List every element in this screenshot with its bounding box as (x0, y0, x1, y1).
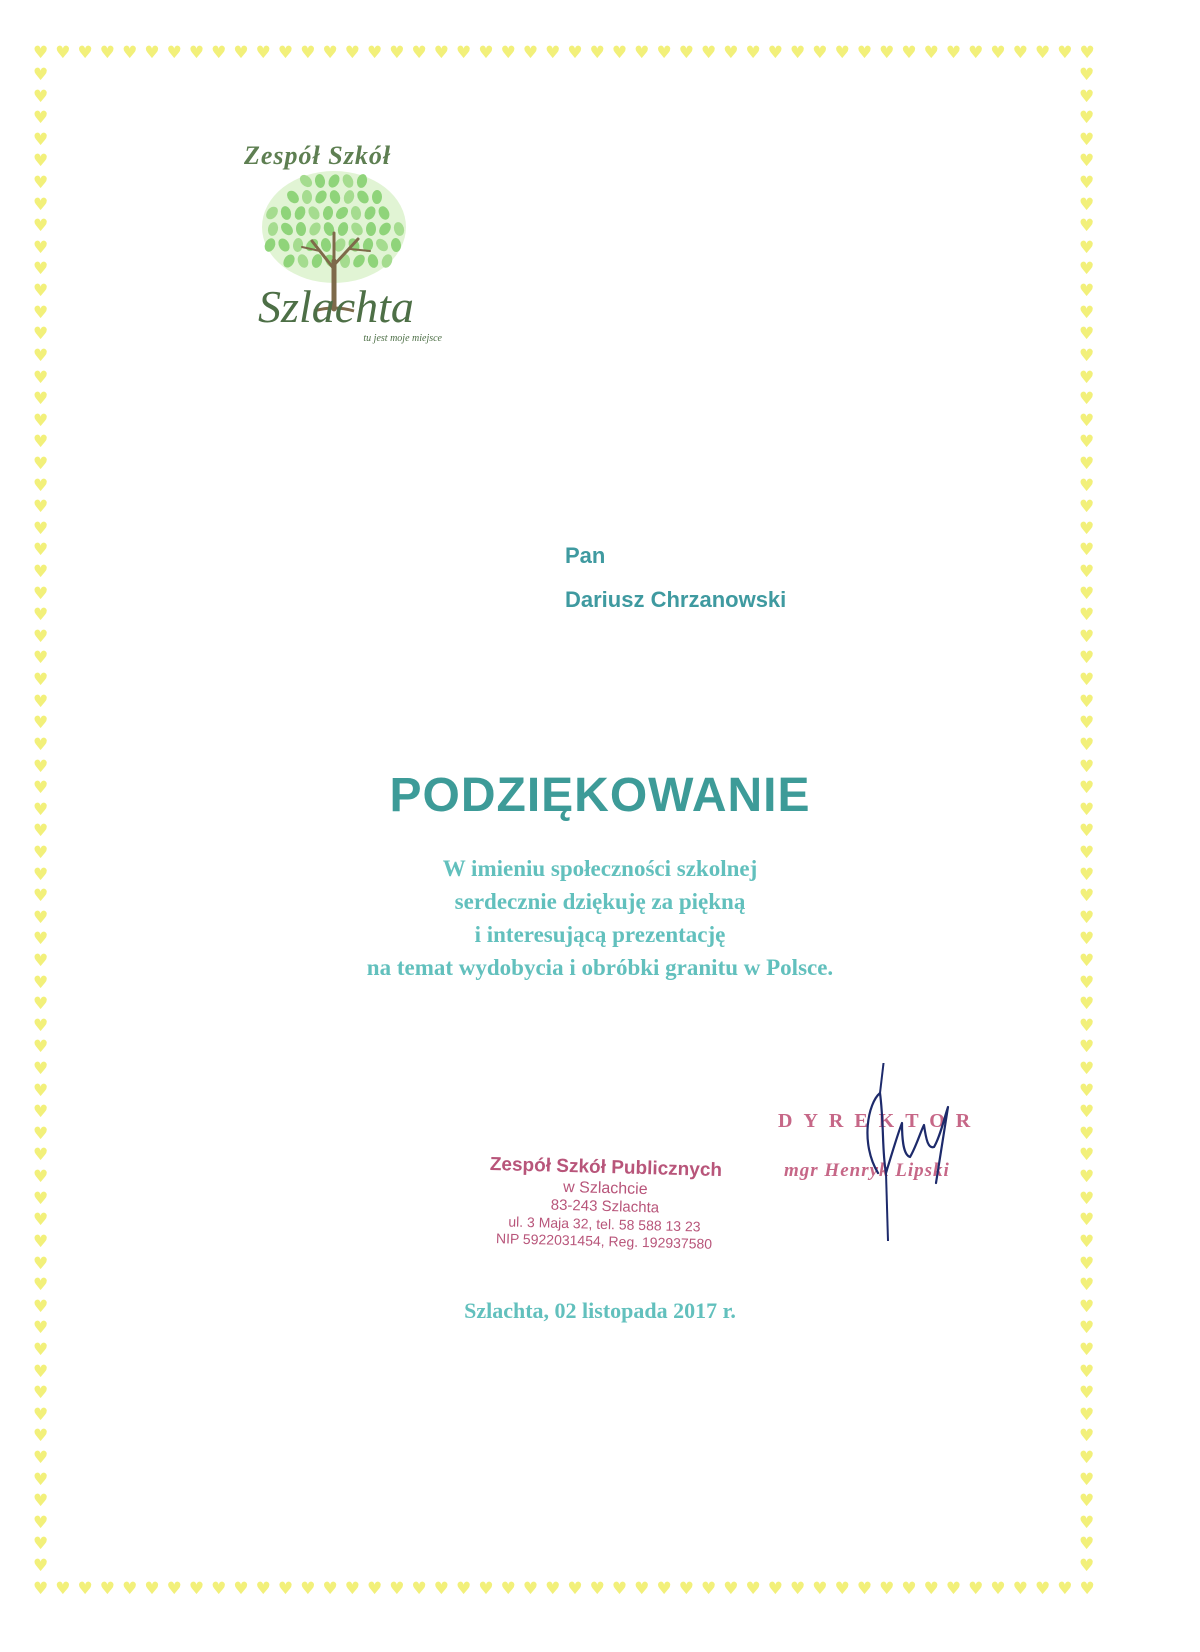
heart-icon: ♥ (1079, 648, 1095, 669)
heart-icon: ♥ (33, 65, 49, 85)
heart-icon: ♥ (1079, 86, 1095, 107)
heart-icon: ♥ (1079, 778, 1095, 799)
heart-icon: ♥ (1079, 410, 1095, 431)
heart-icon: ♥ (767, 43, 784, 63)
heart-icon: ♥ (33, 994, 49, 1015)
heart-icon: ♥ (1079, 432, 1095, 453)
heart-icon: ♥ (856, 1579, 873, 1599)
heart-icon: ♥ (233, 43, 249, 63)
heart-icon: ♥ (77, 43, 93, 63)
heart-icon: ♥ (1079, 1512, 1095, 1533)
heart-icon: ♥ (1079, 216, 1095, 237)
heart-icon: ♥ (33, 583, 49, 604)
heart-icon: ♥ (1079, 562, 1095, 583)
heart-icon: ♥ (611, 43, 628, 63)
heart-icon: ♥ (901, 43, 917, 63)
heart-icon: ♥ (33, 778, 49, 799)
heart-icon: ♥ (1079, 1231, 1095, 1252)
heart-icon: ♥ (968, 43, 984, 63)
heart-icon: ♥ (1079, 1210, 1095, 1231)
heart-icon: ♥ (411, 43, 427, 63)
heart-icon: ♥ (300, 43, 316, 63)
heart-icon: ♥ (33, 907, 49, 928)
heart-icon: ♥ (1079, 994, 1095, 1015)
heart-icon: ♥ (1079, 1253, 1095, 1274)
heart-icon: ♥ (33, 1037, 49, 1058)
heart-icon: ♥ (33, 1491, 49, 1512)
heart-icon: ♥ (1079, 821, 1095, 842)
heart-icon: ♥ (33, 1275, 49, 1296)
heart-icon: ♥ (33, 1426, 49, 1447)
heart-icon: ♥ (1079, 1296, 1095, 1317)
heart-icon: ♥ (33, 86, 49, 107)
heart-icon: ♥ (1079, 583, 1095, 604)
heart-icon: ♥ (500, 1579, 516, 1599)
heart-icon: ♥ (1079, 518, 1095, 539)
heart-icon: ♥ (1079, 1145, 1095, 1166)
heart-icon: ♥ (656, 1579, 672, 1599)
heart-icon: ♥ (1079, 324, 1095, 345)
heart-icon: ♥ (1079, 1426, 1095, 1447)
heart-icon: ♥ (33, 518, 49, 539)
heart-icon: ♥ (1079, 497, 1095, 518)
heart-icon: ♥ (1079, 453, 1095, 474)
heart-icon: ♥ (188, 1579, 205, 1599)
heart-icon: ♥ (33, 1296, 49, 1317)
heart-icon: ♥ (678, 1579, 694, 1599)
heart-icon: ♥ (33, 734, 49, 755)
heart-icon: ♥ (33, 886, 49, 907)
heart-icon: ♥ (1079, 43, 1095, 63)
heart-icon: ♥ (1079, 367, 1095, 388)
heart-icon: ♥ (33, 1579, 49, 1599)
heart-icon: ♥ (1057, 1579, 1073, 1599)
heart-icon: ♥ (1057, 43, 1073, 63)
heart-icon: ♥ (500, 43, 516, 63)
school-logo (236, 133, 442, 363)
addressee-salutation: Pan (565, 543, 606, 568)
heart-icon: ♥ (33, 237, 49, 258)
school-stamp (469, 1153, 741, 1253)
heart-icon: ♥ (1079, 626, 1095, 647)
heart-icon: ♥ (1079, 194, 1095, 215)
heart-icon: ♥ (1079, 345, 1095, 366)
heart-icon: ♥ (634, 43, 650, 63)
stamp-line: 83-243 Szlachta (550, 1196, 660, 1217)
heart-icon: ♥ (389, 1579, 405, 1599)
heart-icon: ♥ (478, 43, 494, 63)
heart-icon: ♥ (33, 1339, 49, 1360)
heart-icon: ♥ (33, 540, 49, 561)
heart-icon: ♥ (1079, 281, 1095, 302)
heart-icon: ♥ (211, 43, 227, 63)
heart-icon: ♥ (33, 691, 49, 712)
heart-icon: ♥ (1079, 799, 1095, 820)
heart-icon: ♥ (33, 1512, 49, 1533)
heart-icon: ♥ (990, 43, 1006, 63)
heart-icon: ♥ (33, 281, 49, 302)
heart-icon: ♥ (1079, 1167, 1095, 1188)
heart-icon: ♥ (33, 389, 49, 410)
heart-icon: ♥ (700, 1579, 717, 1599)
heart-icon: ♥ (33, 1318, 49, 1339)
heart-icon: ♥ (1034, 43, 1051, 63)
heart-icon: ♥ (33, 1210, 49, 1231)
stamp-line: Zespół Szkół Publicznych (489, 1153, 723, 1182)
heart-icon: ♥ (33, 1059, 49, 1080)
issue-date: Szlachta, 02 listopada 2017 r. (464, 1298, 736, 1323)
heart-icon: ♥ (1079, 1059, 1095, 1080)
heart-icon: ♥ (723, 43, 739, 63)
heart-icon: ♥ (611, 1579, 628, 1599)
heart-icon: ♥ (33, 432, 49, 453)
heart-icon: ♥ (389, 43, 405, 63)
heart-icon: ♥ (33, 1448, 49, 1468)
heart-icon: ♥ (33, 129, 49, 150)
heart-icon: ♥ (166, 1579, 182, 1599)
heart-icon: ♥ (33, 1102, 49, 1123)
heart-icon: ♥ (322, 43, 338, 63)
heart-icon: ♥ (856, 43, 873, 63)
heart-icon: ♥ (33, 756, 49, 777)
heart-icon: ♥ (33, 173, 49, 194)
heart-icon: ♥ (33, 497, 49, 518)
heart-icon: ♥ (834, 43, 850, 63)
heart-icon: ♥ (1079, 173, 1095, 194)
heart-icon: ♥ (1079, 713, 1095, 734)
heart-icon: ♥ (1079, 1448, 1095, 1468)
heart-icon: ♥ (1012, 1579, 1028, 1599)
heart-icon: ♥ (33, 1231, 49, 1252)
thank-you-message (0, 852, 1200, 984)
heart-icon: ♥ (745, 43, 761, 63)
heart-icon: ♥ (33, 151, 49, 172)
heart-icon: ♥ (33, 972, 49, 993)
heart-icon: ♥ (255, 43, 271, 63)
heart-icon: ♥ (1079, 691, 1095, 712)
heart-icon: ♥ (478, 1579, 494, 1599)
heart-icon: ♥ (99, 1579, 116, 1599)
heart-icon: ♥ (1079, 151, 1095, 172)
heart-icon: ♥ (33, 1404, 49, 1425)
heart-icon: ♥ (834, 1579, 850, 1599)
heart-icon: ♥ (1079, 605, 1095, 626)
heart-icon: ♥ (411, 1579, 427, 1599)
heart-icon: ♥ (990, 1579, 1006, 1599)
addressee-name: Dariusz Chrzanowski (565, 587, 787, 612)
message-line: serdecznie dziękuję za piękną (454, 889, 746, 914)
heart-icon: ♥ (567, 1579, 583, 1599)
heart-icon: ♥ (211, 1579, 227, 1599)
heart-icon: ♥ (1079, 475, 1095, 496)
stamp-line: ul. 3 Maja 32, tel. 58 588 13 23 (508, 1213, 701, 1235)
heart-icon: ♥ (1079, 950, 1095, 971)
heart-icon: ♥ (745, 1579, 761, 1599)
heart-icon: ♥ (122, 43, 138, 63)
heart-icon: ♥ (1079, 1275, 1095, 1296)
heart-icon: ♥ (433, 1579, 450, 1599)
heart-icon: ♥ (233, 1579, 249, 1599)
heart-icon: ♥ (678, 43, 694, 63)
heart-icon: ♥ (923, 1579, 939, 1599)
logo-top-text: Zespół Szkół (244, 141, 392, 170)
heart-icon: ♥ (33, 475, 49, 496)
heart-icon: ♥ (1079, 1491, 1095, 1512)
heart-icon: ♥ (812, 43, 828, 63)
heart-icon: ♥ (1079, 302, 1095, 323)
heart-icon: ♥ (322, 1579, 338, 1599)
heart-icon: ♥ (33, 1015, 49, 1036)
heart-icon: ♥ (33, 605, 49, 626)
heart-icon: ♥ (33, 950, 49, 971)
heart-icon: ♥ (700, 43, 717, 63)
certificate-title: PODZIĘKOWANIE (389, 769, 811, 822)
heart-icon: ♥ (1079, 237, 1095, 258)
heart-icon: ♥ (33, 821, 49, 842)
heart-icon: ♥ (33, 1469, 49, 1490)
heart-icon: ♥ (33, 562, 49, 583)
heart-icon: ♥ (901, 1579, 917, 1599)
heart-icon: ♥ (1079, 1015, 1095, 1036)
heart-icon: ♥ (33, 1534, 49, 1555)
heart-icon: ♥ (1079, 886, 1095, 907)
heart-icon: ♥ (1079, 1404, 1095, 1425)
heart-icon: ♥ (1079, 864, 1095, 885)
heart-border-top (33, 44, 1095, 62)
heart-icon: ♥ (1079, 929, 1095, 950)
heart-icon: ♥ (923, 43, 939, 63)
heart-icon: ♥ (1034, 1579, 1051, 1599)
heart-icon: ♥ (33, 626, 49, 647)
heart-icon: ♥ (33, 1383, 49, 1404)
heart-icon: ♥ (1079, 670, 1095, 691)
heart-icon: ♥ (166, 43, 182, 63)
stamp-line: NIP 5922031454, Reg. 192937580 (495, 1230, 713, 1252)
heart-icon: ♥ (812, 1579, 828, 1599)
heart-icon: ♥ (968, 1579, 984, 1599)
heart-icon: ♥ (55, 1579, 71, 1599)
heart-icon: ♥ (255, 1579, 271, 1599)
message-line: W imieniu społeczności szkolnej (442, 856, 758, 881)
heart-icon: ♥ (723, 1579, 739, 1599)
heart-icon: ♥ (1079, 1383, 1095, 1404)
heart-icon: ♥ (456, 1579, 472, 1599)
heart-icon: ♥ (656, 43, 672, 63)
heart-icon: ♥ (33, 453, 49, 474)
director-stamp-title: DYREKTOR (778, 1110, 982, 1132)
heart-icon: ♥ (1079, 1037, 1095, 1058)
heart-icon: ♥ (1079, 1080, 1095, 1101)
heart-icon: ♥ (1079, 1579, 1095, 1599)
heart-icon: ♥ (33, 670, 49, 691)
heart-icon: ♥ (33, 194, 49, 215)
heart-icon: ♥ (1079, 1556, 1095, 1577)
heart-icon: ♥ (33, 1253, 49, 1274)
heart-icon: ♥ (1079, 129, 1095, 150)
heart-icon: ♥ (1079, 65, 1095, 85)
heart-icon: ♥ (33, 1080, 49, 1101)
heart-icon: ♥ (1079, 1123, 1095, 1144)
heart-icon: ♥ (33, 842, 49, 863)
heart-icon: ♥ (1012, 43, 1028, 63)
heart-icon: ♥ (790, 1579, 806, 1599)
heart-icon: ♥ (277, 1579, 294, 1599)
heart-icon: ♥ (1079, 1188, 1095, 1209)
heart-icon: ♥ (522, 43, 539, 63)
heart-icon: ♥ (1079, 389, 1095, 410)
heart-icon: ♥ (33, 1167, 49, 1188)
heart-icon: ♥ (33, 648, 49, 669)
heart-icon: ♥ (33, 259, 49, 280)
heart-icon: ♥ (1079, 734, 1095, 755)
heart-icon: ♥ (33, 929, 49, 950)
heart-icon: ♥ (33, 324, 49, 345)
heart-icon: ♥ (33, 1556, 49, 1577)
heart-icon: ♥ (1079, 1361, 1095, 1382)
signature-icon (840, 1063, 980, 1243)
heart-icon: ♥ (1079, 1102, 1095, 1123)
heart-icon: ♥ (122, 1579, 138, 1599)
heart-icon: ♥ (33, 1145, 49, 1166)
heart-icon: ♥ (33, 410, 49, 431)
heart-icon: ♥ (433, 43, 450, 63)
heart-icon: ♥ (366, 1579, 383, 1599)
heart-icon: ♥ (344, 43, 360, 63)
heart-icon: ♥ (144, 43, 160, 63)
heart-icon: ♥ (1079, 259, 1095, 280)
heart-icon: ♥ (1079, 1318, 1095, 1339)
heart-icon: ♥ (33, 367, 49, 388)
heart-icon: ♥ (545, 43, 561, 63)
director-stamp-name: mgr Henryk Lipski (784, 1160, 950, 1181)
addressee-block (565, 540, 786, 628)
heart-icon: ♥ (522, 1579, 539, 1599)
heart-icon: ♥ (879, 1579, 895, 1599)
heart-icon: ♥ (589, 1579, 605, 1599)
stamp-line: w Szlachcie (562, 1178, 648, 1199)
heart-icon: ♥ (790, 43, 806, 63)
heart-icon: ♥ (33, 108, 49, 129)
heart-icon: ♥ (879, 43, 895, 63)
heart-icon: ♥ (99, 43, 116, 63)
heart-icon: ♥ (33, 216, 49, 237)
heart-icon: ♥ (344, 1579, 360, 1599)
heart-icon: ♥ (1079, 540, 1095, 561)
heart-icon: ♥ (33, 1123, 49, 1144)
logo-main-text: Szlachta (258, 281, 414, 332)
heart-icon: ♥ (366, 43, 383, 63)
heart-icon: ♥ (1079, 907, 1095, 928)
heart-icon: ♥ (767, 1579, 784, 1599)
heart-icon: ♥ (589, 43, 605, 63)
heart-icon: ♥ (300, 1579, 316, 1599)
heart-icon: ♥ (188, 43, 205, 63)
heart-icon: ♥ (545, 1579, 561, 1599)
heart-icon: ♥ (77, 1579, 93, 1599)
heart-icon: ♥ (567, 43, 583, 63)
heart-icon: ♥ (33, 713, 49, 734)
heart-icon: ♥ (634, 1579, 650, 1599)
heart-icon: ♥ (33, 345, 49, 366)
heart-icon: ♥ (456, 43, 472, 63)
heart-icon: ♥ (33, 864, 49, 885)
heart-icon: ♥ (1079, 1469, 1095, 1490)
heart-icon: ♥ (144, 1579, 160, 1599)
heart-icon: ♥ (33, 1361, 49, 1382)
heart-icon: ♥ (1079, 756, 1095, 777)
heart-icon: ♥ (33, 43, 49, 63)
heart-icon: ♥ (1079, 108, 1095, 129)
heart-icon: ♥ (33, 302, 49, 323)
heart-border-bottom (33, 1580, 1095, 1598)
heart-icon: ♥ (945, 1579, 962, 1599)
heart-icon: ♥ (33, 799, 49, 820)
heart-icon: ♥ (1079, 1534, 1095, 1555)
message-line: na temat wydobycia i obróbki granitu w Polsce. (366, 955, 834, 980)
message-line: i interesującą prezentację (474, 922, 726, 947)
logo-motto: tu jest moje miejsce (363, 333, 442, 344)
heart-icon: ♥ (1079, 972, 1095, 993)
heart-icon: ♥ (1079, 1339, 1095, 1360)
heart-icon: ♥ (277, 43, 294, 63)
heart-icon: ♥ (33, 1188, 49, 1209)
heart-icon: ♥ (945, 43, 962, 63)
heart-icon: ♥ (1079, 842, 1095, 863)
heart-icon: ♥ (55, 43, 71, 63)
